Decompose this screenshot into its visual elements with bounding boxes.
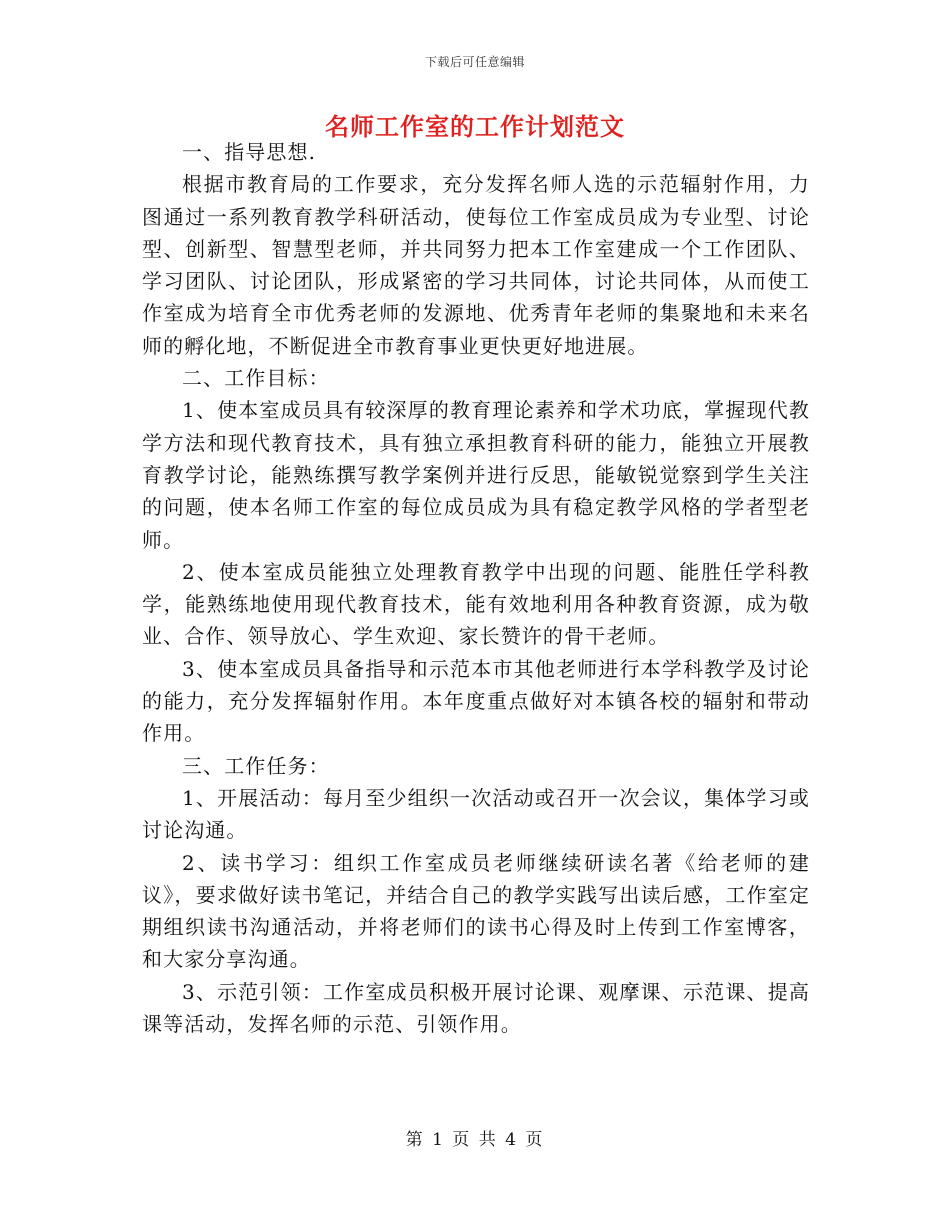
- paragraph-task-2: 2、读书学习：组织工作室成员老师继续研读名著《给老师的建议》，要求做好读书笔记，并结合自己的教学实践写出读后感，工作室定期组织读书沟通活动，并将老师们的读书心得及时上传到工作室博客，和大家分享沟通。: [142, 850, 810, 972]
- paragraph-task-1: 1、开展活动：每月至少组织一次活动或召开一次会议，集体学习或讨论沟通。: [142, 785, 810, 843]
- page-number-footer: 第 1 页 共 4 页: [405, 1130, 545, 1150]
- document-title: 名师工作室的工作计划范文: [325, 112, 625, 141]
- paragraph-goal-2: 2、使本室成员能独立处理教育教学中出现的问题、能胜任学科教学，能熟练地使用现代教育技术，能有效地利用各种教育资源，成为敬业、合作、领导放心、学生欢迎、家长赞许的骨干老师。: [142, 559, 810, 649]
- paragraph-guiding-ideology: 根据市教育局的工作要求，充分发挥名师人选的示范辐射作用，力图通过一系列教育教学科研活动，使每位工作室成员成为专业型、讨论型、创新型、智慧型老师，并共同努力把本工作室建成一个工作团队、学习团队、讨论团队，形成紧密的学习共同体，讨论共同体，从而使工作室成为培育全市优秀老师的发源地、优秀青年老师的集聚地和未来名师的孵化地，不断促进全市教育事业更快更好地进展。: [142, 172, 810, 358]
- section-heading-work-tasks: 三、工作任务：: [182, 753, 330, 778]
- paragraph-goal-1: 1、使本室成员具有较深厚的教育理论素养和学术功底，掌握现代教学方法和现代教育技术，具有独立承担教育科研的能力，能独立开展教育教学讨论，能熟练撰写教学案例并进行反思，能敏锐觉察到学生关注的问题，使本名师工作室的每位成员成为具有稳定教学风格的学者型老师。: [142, 398, 810, 552]
- section-heading-guiding-ideology: 一、指导思想.: [182, 140, 317, 164]
- document-body: [142, 136, 810, 1040]
- paragraph-task-3: 3、示范引领：工作室成员积极开展讨论课、观摩课、示范课、提高课等活动，发挥名师的示范、引领作用。: [142, 979, 810, 1037]
- paragraph-goal-3: 3、使本室成员具备指导和示范本市其他老师进行本学科教学及讨论的能力，充分发挥辐射作用。本年度重点做好对本镇各校的辐射和带动作用。: [142, 656, 810, 746]
- header-note: 下载后可任意编辑: [424, 55, 525, 69]
- section-heading-work-goals: 二、工作目标：: [182, 366, 330, 391]
